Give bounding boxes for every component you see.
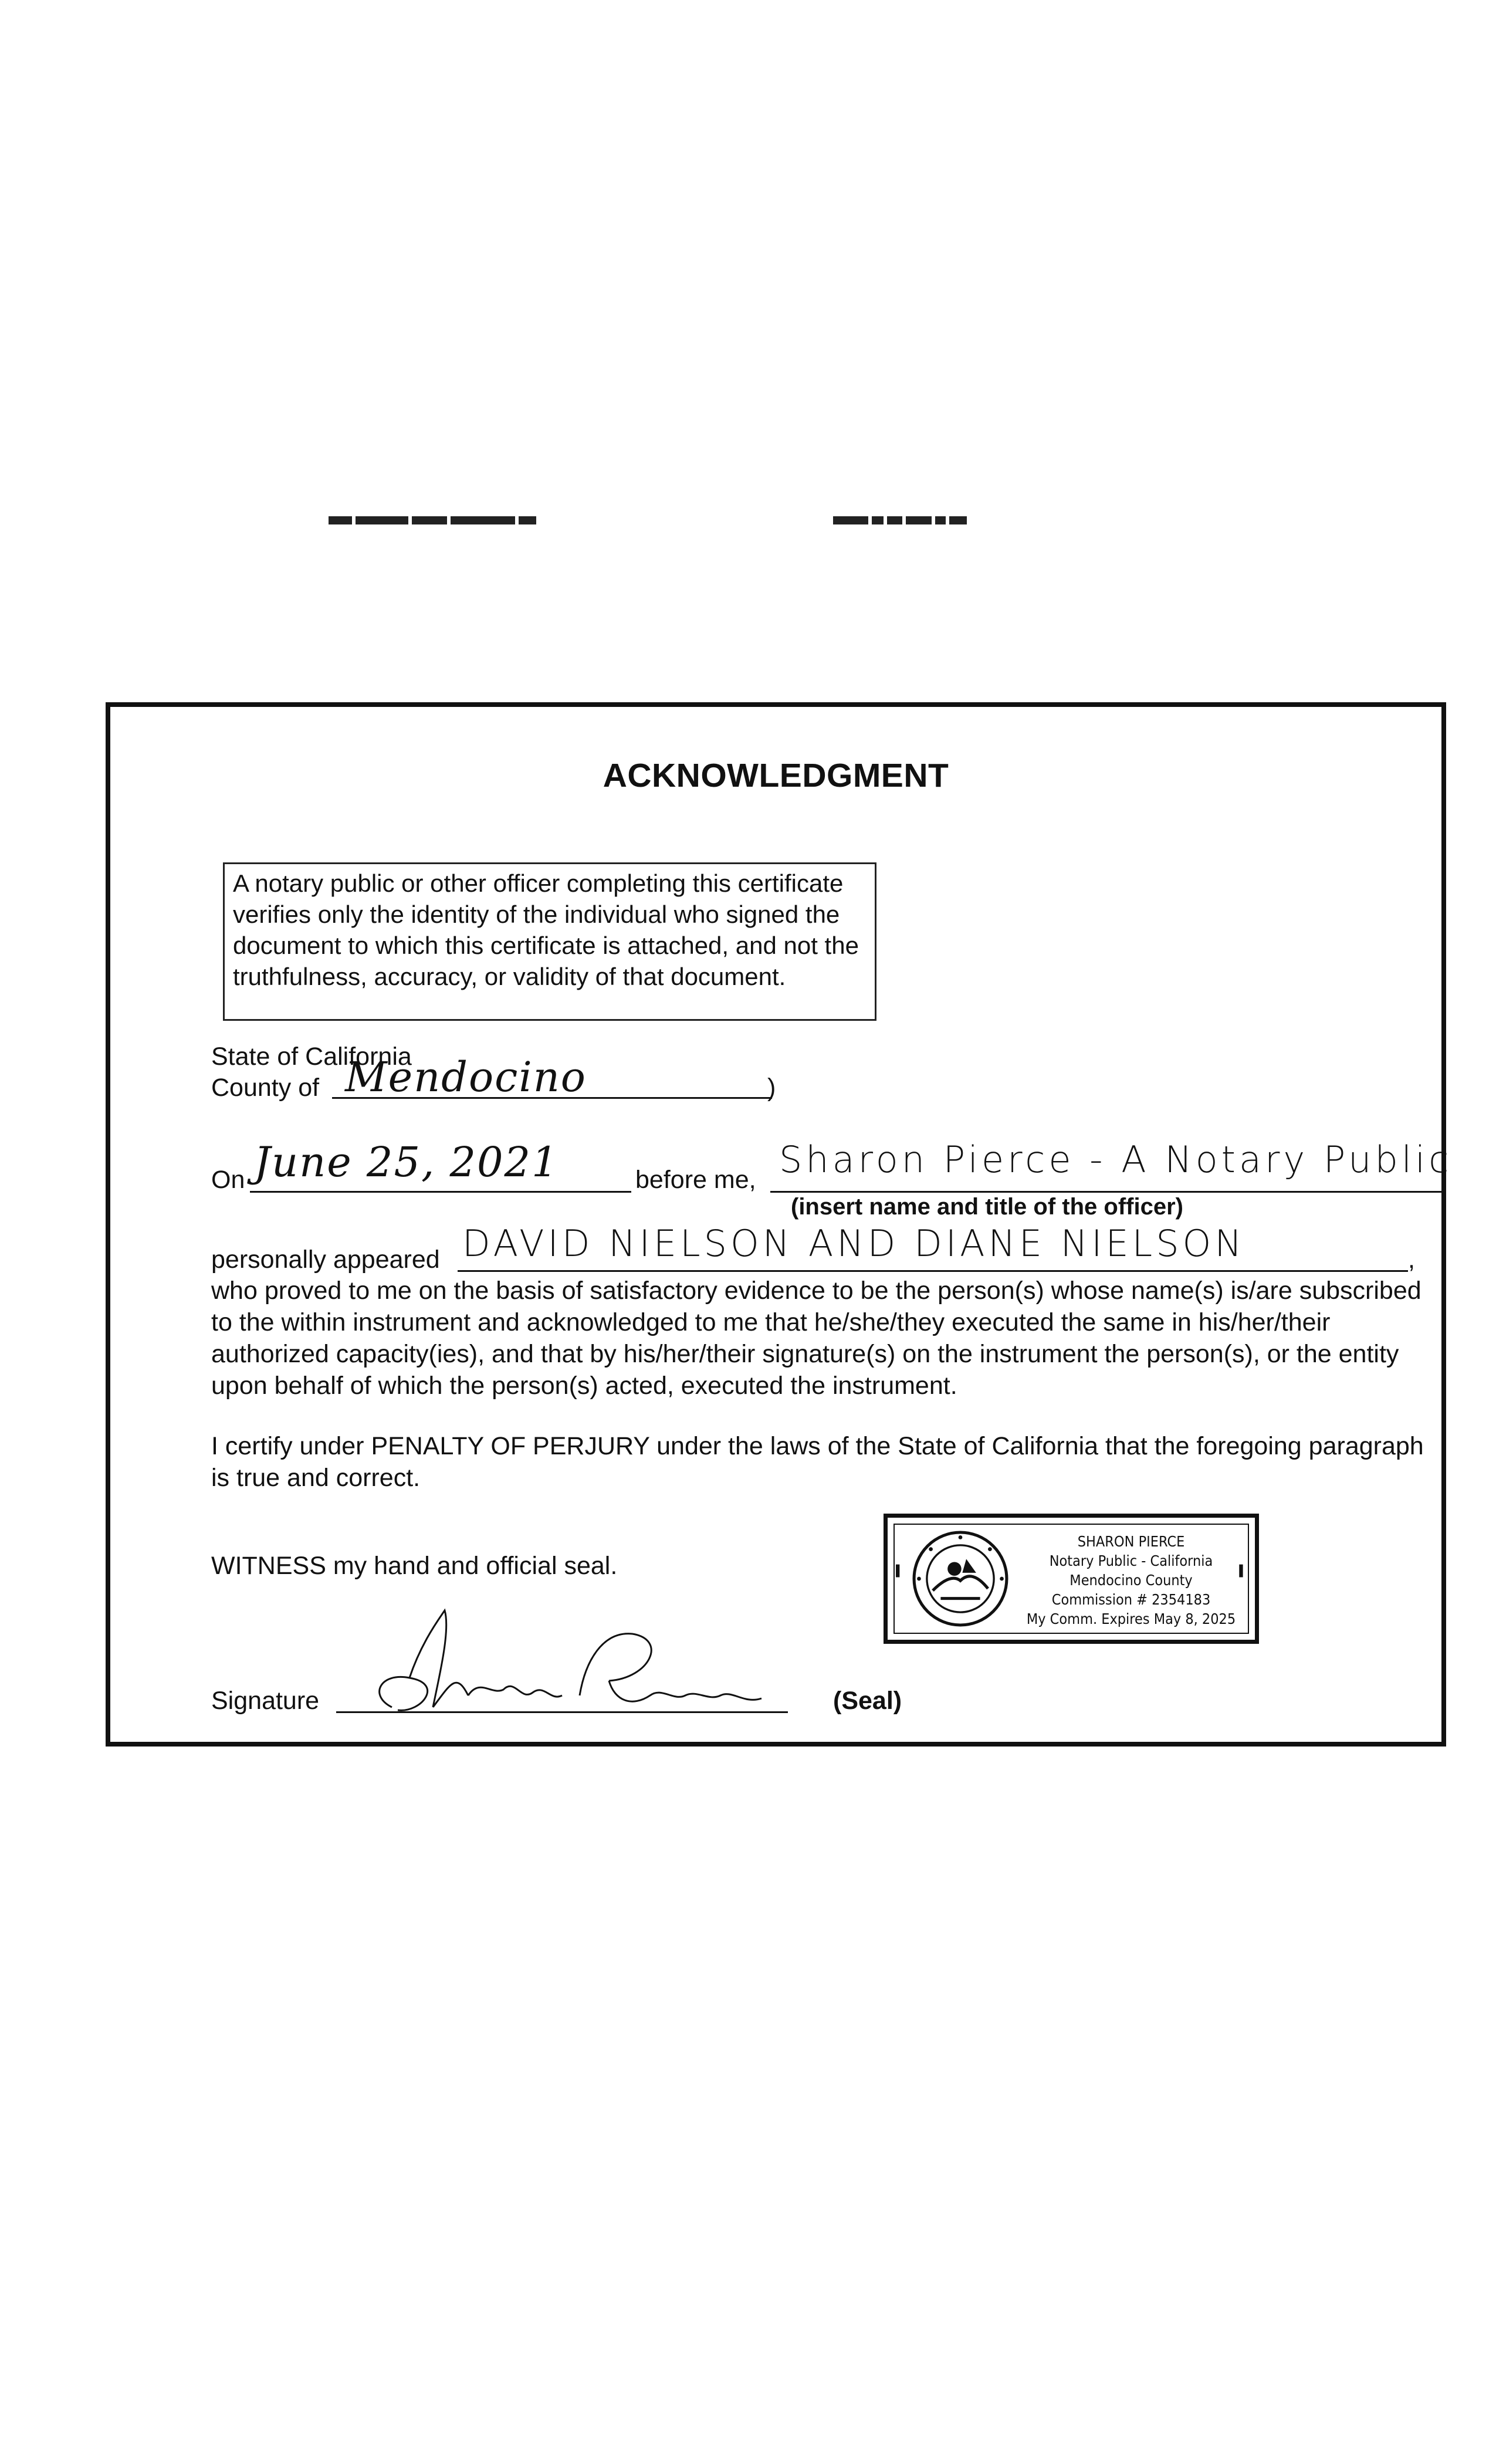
scan-artifact [833, 516, 970, 524]
notice-box: A notary public or other officer completing this certificate verifies only the identity of the individual who signed the document to which this certificate is attached, and not the truthfulness, accuracy, or validity of that document. [223, 862, 876, 1021]
officer-handwritten-value: Sharon Pierce - A Notary Public [779, 1138, 1453, 1181]
stamp-title: Notary Public - California [1049, 1552, 1213, 1569]
stamp-expiry: My Comm. Expires May 8, 2025 [1026, 1610, 1236, 1627]
stamp-side-mark: ▌ [896, 1565, 903, 1576]
form-title: ACKNOWLEDGMENT [603, 757, 949, 794]
appeared-comma: , [1408, 1245, 1415, 1274]
signature-label: Signature [211, 1687, 320, 1715]
county-label: County of [211, 1074, 320, 1102]
notary-stamp [884, 1514, 1259, 1644]
scan-artifact [329, 516, 540, 524]
county-handwritten-value: Mendocino [345, 1053, 587, 1101]
on-label: On [211, 1166, 245, 1194]
before-me-label: before me, [635, 1166, 756, 1194]
county-close-paren: ) [767, 1074, 776, 1102]
appeared-label: personally appeared [211, 1245, 440, 1274]
acknowledgment-form [106, 702, 1453, 1747]
stamp-name: SHARON PIERCE [1077, 1533, 1185, 1550]
date-handwritten-value: June 25, 2021 [254, 1138, 559, 1186]
officer-caption: (insert name and title of the officer) [791, 1194, 1183, 1220]
proof-paragraph: who proved to me on the basis of satisfactory evidence to be the person(s) whose name(s) is/are subscribed to the within instrument and acknowledged to me that he/she/they executed the same in his/her/their authorized capacity(ies), and that by his/her/their signature(s) on the instrument the person(s), or the entity upon behalf of which the person(s) acted, executed the instrument. [211, 1277, 1421, 1400]
officer-line [770, 1191, 1445, 1193]
signature-handwriting [357, 1607, 779, 1725]
stamp-county: Mendocino County [1069, 1572, 1193, 1589]
stamp-side-mark: ▌ [1239, 1565, 1247, 1576]
state-label: State of California [211, 1043, 412, 1071]
stamp-text [1023, 1532, 1240, 1629]
stamp-commission: Commission # 2354183 [1051, 1591, 1211, 1608]
state-seal-icon [911, 1529, 1010, 1628]
seal-label: (Seal) [833, 1687, 902, 1715]
certify-paragraph: I certify under PENALTY OF PERJURY under the laws of the State of California that the foregoing paragraph is true and correct. [211, 1432, 1424, 1492]
date-line [250, 1191, 631, 1193]
appeared-line [458, 1270, 1408, 1272]
appeared-handwritten-value: DAVID NIELSON AND DIANE NIELSON [462, 1222, 1245, 1265]
witness-text: WITNESS my hand and official seal. [211, 1552, 618, 1580]
